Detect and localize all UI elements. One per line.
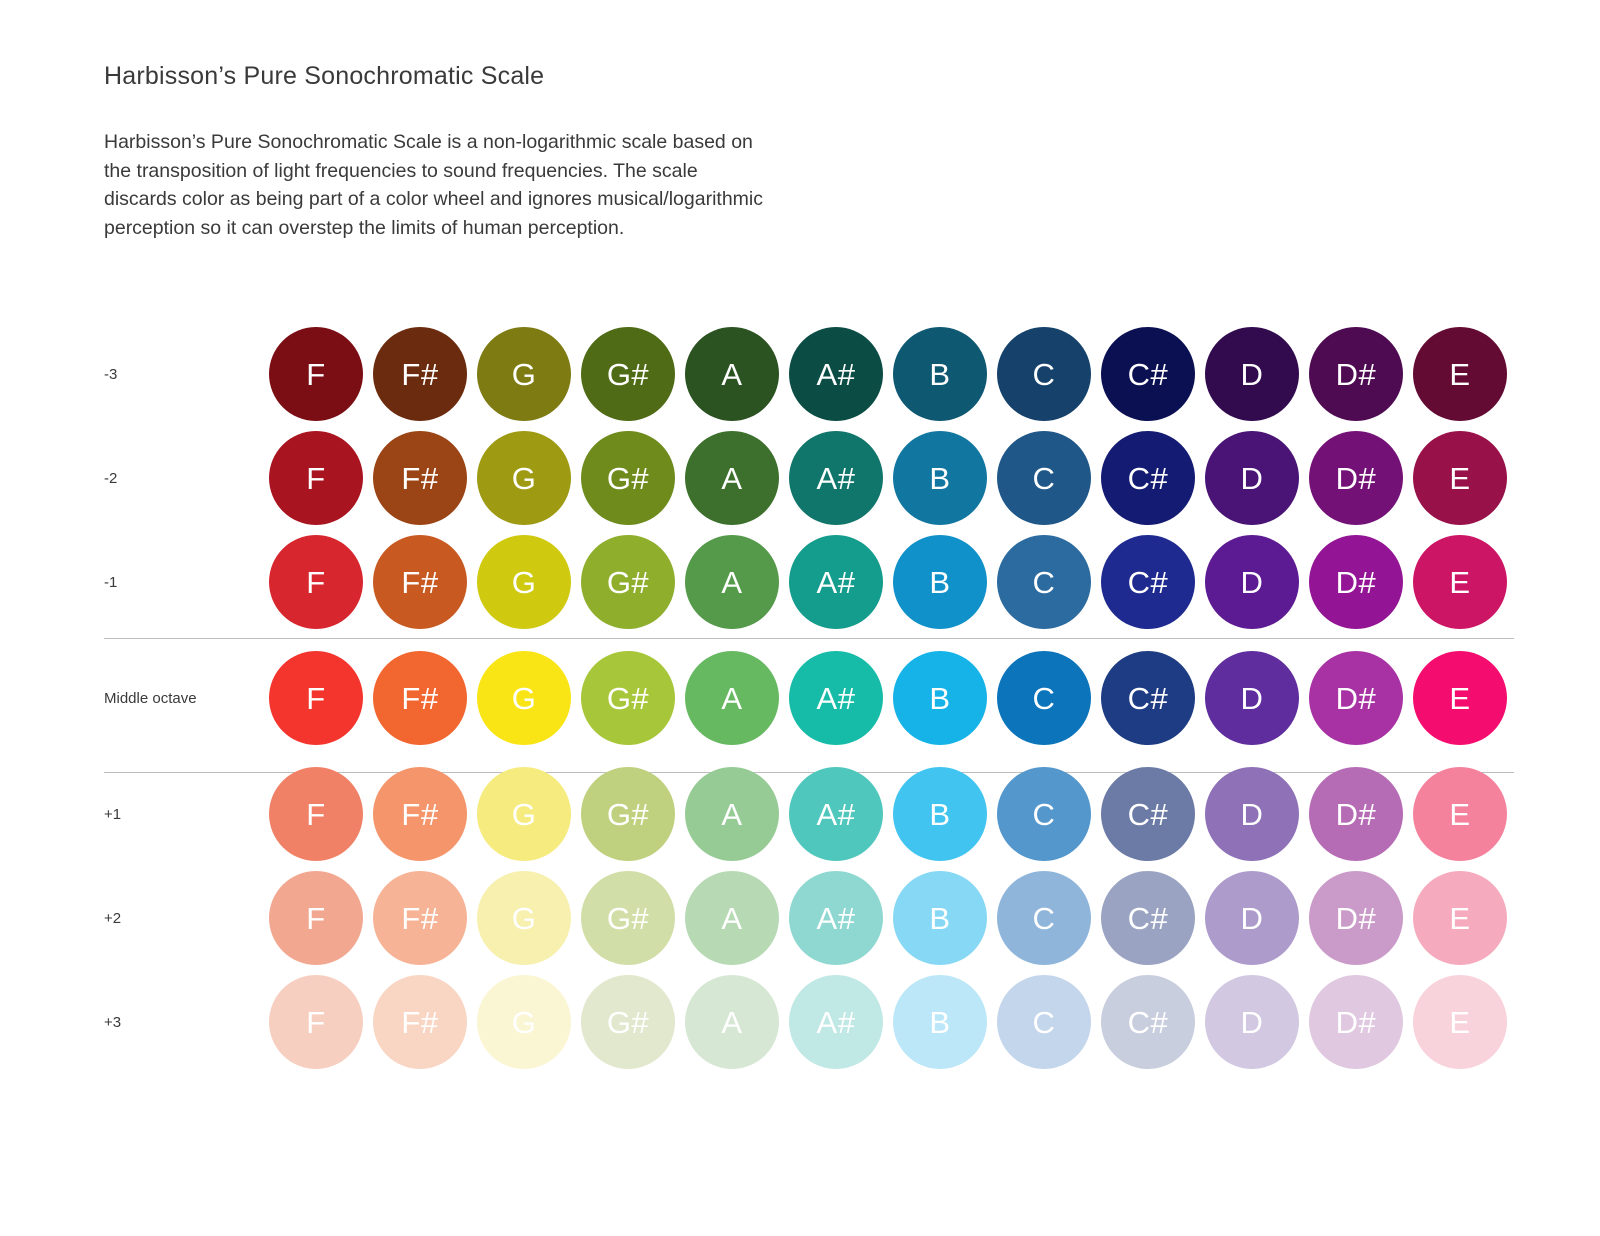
note-cell: [680, 871, 784, 965]
note-swatch[interactable]: D#: [1309, 431, 1403, 525]
page-description: Harbisson’s Pure Sonochromatic Scale is a non-logarithmic scale based on the transposition of light frequencies to sound frequencies. The scale discards color as being part of a color wheel and ignores musical/logarithmic perception so it can overstep the limits of human perception.: [104, 131, 763, 239]
note-cell: [1096, 871, 1200, 965]
note-swatch[interactable]: D#: [1309, 327, 1403, 421]
note-swatch[interactable]: E: [1413, 975, 1507, 1069]
note-swatch[interactable]: D: [1205, 871, 1299, 965]
note-cells: [264, 535, 1514, 629]
note-swatch[interactable]: F#: [373, 975, 467, 1069]
note-swatch[interactable]: E: [1413, 767, 1507, 861]
note-cell: [576, 431, 680, 525]
note-swatch[interactable]: D: [1205, 651, 1299, 745]
note-cell: [784, 975, 888, 1069]
note-swatch[interactable]: A: [685, 431, 779, 525]
note-cell: [1408, 431, 1512, 525]
note-swatch[interactable]: C#: [1101, 651, 1195, 745]
note-cell: [576, 767, 680, 861]
octave-label: -3: [104, 365, 118, 383]
note-cell: [1408, 975, 1512, 1069]
note-swatch[interactable]: E: [1413, 327, 1507, 421]
note-swatch[interactable]: A: [685, 767, 779, 861]
note-swatch[interactable]: D#: [1309, 535, 1403, 629]
note-swatch[interactable]: F: [269, 871, 363, 965]
note-cell: [992, 431, 1096, 525]
note-cell: [472, 535, 576, 629]
note-swatch[interactable]: B: [893, 327, 987, 421]
octave-label: -1: [104, 573, 118, 591]
note-swatch[interactable]: G: [477, 431, 571, 525]
note-cell: [1304, 431, 1408, 525]
note-swatch[interactable]: D: [1205, 975, 1299, 1069]
note-swatch[interactable]: D#: [1309, 871, 1403, 965]
note-swatch[interactable]: F: [269, 975, 363, 1069]
note-swatch[interactable]: B: [893, 535, 987, 629]
octave-row: [104, 634, 1514, 762]
note-cell: [1408, 871, 1512, 965]
note-swatch[interactable]: G#: [581, 767, 675, 861]
sonochromatic-grid: [104, 322, 1514, 1074]
note-cell: [1200, 651, 1304, 745]
note-cell: [576, 975, 680, 1069]
note-cell: [992, 535, 1096, 629]
note-swatch[interactable]: G: [477, 651, 571, 745]
note-swatch[interactable]: D: [1205, 431, 1299, 525]
note-swatch[interactable]: D: [1205, 535, 1299, 629]
note-swatch[interactable]: A#: [789, 651, 883, 745]
note-swatch[interactable]: C: [997, 871, 1091, 965]
note-cell: [888, 535, 992, 629]
note-swatch[interactable]: C#: [1101, 767, 1195, 861]
note-cell: [264, 535, 368, 629]
note-swatch[interactable]: A: [685, 535, 779, 629]
note-cell: [1096, 975, 1200, 1069]
note-cell: [992, 871, 1096, 965]
note-cell: [784, 431, 888, 525]
note-cells: [264, 975, 1514, 1069]
note-cell: [368, 767, 472, 861]
note-swatch[interactable]: F: [269, 327, 363, 421]
note-swatch[interactable]: F#: [373, 767, 467, 861]
note-cell: [1304, 327, 1408, 421]
octave-label: +2: [104, 909, 122, 927]
octave-label: Middle octave: [104, 689, 197, 707]
note-swatch[interactable]: A#: [789, 871, 883, 965]
note-swatch[interactable]: G: [477, 871, 571, 965]
note-swatch[interactable]: E: [1413, 871, 1507, 965]
note-swatch[interactable]: F#: [373, 535, 467, 629]
note-swatch[interactable]: C: [997, 651, 1091, 745]
octave-label: -2: [104, 469, 118, 487]
note-swatch[interactable]: F: [269, 651, 363, 745]
note-cell: [992, 651, 1096, 745]
note-cell: [1200, 431, 1304, 525]
note-swatch[interactable]: F#: [373, 871, 467, 965]
note-swatch[interactable]: B: [893, 431, 987, 525]
note-cell: [784, 767, 888, 861]
note-cell: [1304, 975, 1408, 1069]
note-cell: [368, 431, 472, 525]
note-cell: [1200, 535, 1304, 629]
note-swatch[interactable]: C#: [1101, 871, 1195, 965]
note-cell: [1408, 767, 1512, 861]
note-cell: [368, 975, 472, 1069]
note-swatch[interactable]: A: [685, 871, 779, 965]
note-cell: [1408, 327, 1512, 421]
note-cell: [888, 767, 992, 861]
note-cell: [1096, 431, 1200, 525]
note-cell: [680, 431, 784, 525]
note-swatch[interactable]: F: [269, 767, 363, 861]
note-cell: [576, 871, 680, 965]
note-swatch[interactable]: E: [1413, 431, 1507, 525]
note-cell: [1096, 535, 1200, 629]
note-swatch[interactable]: G#: [581, 975, 675, 1069]
note-cell: [576, 327, 680, 421]
note-swatch[interactable]: D#: [1309, 767, 1403, 861]
note-cell: [368, 871, 472, 965]
note-swatch[interactable]: D#: [1309, 975, 1403, 1069]
note-swatch[interactable]: F#: [373, 431, 467, 525]
note-swatch[interactable]: G#: [581, 431, 675, 525]
note-cell: [368, 327, 472, 421]
note-cell: [264, 975, 368, 1069]
note-swatch[interactable]: A: [685, 327, 779, 421]
note-swatch[interactable]: A#: [789, 975, 883, 1069]
note-swatch[interactable]: E: [1413, 535, 1507, 629]
note-cell: [1200, 975, 1304, 1069]
note-cell: [1200, 327, 1304, 421]
note-cell: [680, 651, 784, 745]
note-swatch[interactable]: A#: [789, 767, 883, 861]
note-cell: [784, 327, 888, 421]
note-swatch[interactable]: G#: [581, 535, 675, 629]
note-cell: [784, 535, 888, 629]
note-swatch[interactable]: C: [997, 767, 1091, 861]
note-cell: [472, 767, 576, 861]
note-cell: [888, 871, 992, 965]
note-cell: [368, 651, 472, 745]
note-cell: [264, 651, 368, 745]
note-swatch[interactable]: A: [685, 975, 779, 1069]
note-swatch[interactable]: F#: [373, 651, 467, 745]
note-cells: [264, 767, 1514, 861]
note-cell: [888, 975, 992, 1069]
page-title: Harbisson’s Pure Sonochromatic Scale: [104, 62, 545, 90]
note-cell: [680, 535, 784, 629]
note-swatch[interactable]: G#: [581, 871, 675, 965]
note-cell: [1408, 535, 1512, 629]
note-cells: [264, 431, 1514, 525]
note-swatch[interactable]: A#: [789, 535, 883, 629]
note-cell: [1304, 871, 1408, 965]
note-swatch[interactable]: D#: [1309, 651, 1403, 745]
note-cell: [576, 651, 680, 745]
note-swatch[interactable]: D: [1205, 767, 1299, 861]
note-cell: [472, 327, 576, 421]
note-swatch[interactable]: B: [893, 767, 987, 861]
note-swatch[interactable]: B: [893, 975, 987, 1069]
note-cells: [264, 871, 1514, 965]
note-cell: [1304, 535, 1408, 629]
octave-row: [104, 970, 1514, 1074]
note-cell: [264, 431, 368, 525]
note-cell: [1200, 767, 1304, 861]
octave-row: [104, 530, 1514, 634]
note-swatch[interactable]: B: [893, 871, 987, 965]
note-swatch[interactable]: C: [997, 535, 1091, 629]
note-swatch[interactable]: G: [477, 975, 571, 1069]
note-swatch[interactable]: C#: [1101, 431, 1195, 525]
note-swatch[interactable]: D: [1205, 327, 1299, 421]
note-swatch[interactable]: G: [477, 767, 571, 861]
note-swatch[interactable]: C#: [1101, 975, 1195, 1069]
note-cell: [472, 975, 576, 1069]
note-cell: [1096, 767, 1200, 861]
octave-row: [104, 762, 1514, 866]
octave-row: [104, 866, 1514, 970]
note-swatch[interactable]: F#: [373, 327, 467, 421]
note-cell: [472, 431, 576, 525]
note-swatch[interactable]: C: [997, 327, 1091, 421]
octave-label: +3: [104, 1013, 122, 1031]
note-cell: [992, 767, 1096, 861]
octave-row: [104, 322, 1514, 426]
note-swatch[interactable]: G: [477, 535, 571, 629]
note-cell: [888, 431, 992, 525]
note-cell: [888, 327, 992, 421]
note-swatch[interactable]: F: [269, 431, 363, 525]
note-cell: [1304, 651, 1408, 745]
note-cell: [472, 871, 576, 965]
note-cell: [680, 767, 784, 861]
note-swatch[interactable]: G: [477, 327, 571, 421]
note-cell: [1200, 871, 1304, 965]
note-swatch[interactable]: F: [269, 535, 363, 629]
note-cell: [992, 975, 1096, 1069]
note-swatch[interactable]: G#: [581, 651, 675, 745]
note-swatch[interactable]: B: [893, 651, 987, 745]
note-swatch[interactable]: A: [685, 651, 779, 745]
note-swatch[interactable]: G#: [581, 327, 675, 421]
note-cell: [784, 651, 888, 745]
note-cell: [264, 327, 368, 421]
note-cell: [680, 975, 784, 1069]
note-cells: [264, 327, 1514, 421]
note-cell: [472, 651, 576, 745]
note-swatch[interactable]: C: [997, 431, 1091, 525]
note-cell: [1096, 327, 1200, 421]
note-cell: [368, 535, 472, 629]
note-swatch[interactable]: A#: [789, 327, 883, 421]
note-swatch[interactable]: A#: [789, 431, 883, 525]
note-swatch[interactable]: C#: [1101, 535, 1195, 629]
note-cell: [992, 327, 1096, 421]
note-cell: [1096, 651, 1200, 745]
note-cell: [576, 535, 680, 629]
note-cell: [264, 871, 368, 965]
note-cells: [264, 651, 1514, 745]
note-swatch[interactable]: E: [1413, 651, 1507, 745]
note-cell: [1408, 651, 1512, 745]
note-cell: [264, 767, 368, 861]
note-swatch[interactable]: C#: [1101, 327, 1195, 421]
note-swatch[interactable]: C: [997, 975, 1091, 1069]
note-cell: [680, 327, 784, 421]
octave-label: +1: [104, 805, 122, 823]
note-cell: [888, 651, 992, 745]
octave-row: [104, 426, 1514, 530]
note-cell: [784, 871, 888, 965]
note-cell: [1304, 767, 1408, 861]
